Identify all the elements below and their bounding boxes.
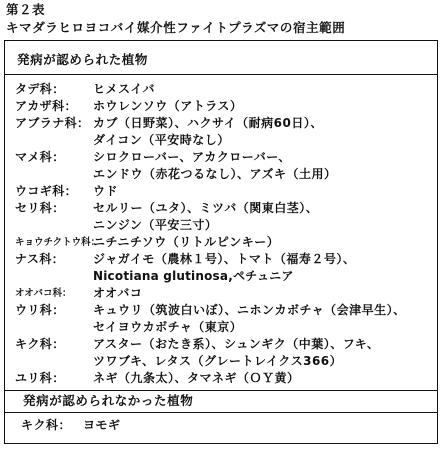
nonhost-family: キク科： xyxy=(21,418,72,432)
plants-cell: エンドウ（赤花つるなし）、アズキ（土用） xyxy=(93,167,337,181)
table-title: キマダラヒロヨコバイ媒介性ファイトプラズマの宿主範囲 xyxy=(6,20,346,35)
plants-cell: ジャガイモ（農林１号）、トマト（福寿２号）、 xyxy=(93,252,356,266)
family-cell: オオバコ科： xyxy=(15,288,72,299)
plants-cell: ネギ（九条太）、タマネギ（ＯＹ黄） xyxy=(93,371,300,385)
plants-cell: Nicotiana glutinosa,ペチュニア xyxy=(93,269,294,283)
plants-cell: ヒメスイバ xyxy=(93,82,156,96)
susceptible-heading: 発病が認められた植物 xyxy=(17,52,149,67)
family-cell: アカザ科： xyxy=(15,99,77,113)
plants-cell: オオバコ xyxy=(93,286,143,300)
section-divider xyxy=(5,390,437,391)
nonhost-plants: ヨモギ xyxy=(83,418,121,432)
plants-cell: ホウレンソウ（アトラス） xyxy=(93,99,243,113)
plants-cell: ニチニチソウ（リトルピンキー） xyxy=(93,235,280,249)
family-cell: ウリ科： xyxy=(15,303,65,317)
plants-cell: シロクローバー、アカクローバー、 xyxy=(93,150,291,164)
family-cell: ウコギ科： xyxy=(15,184,78,198)
family-cell: キョウチクトウ科： xyxy=(15,237,101,248)
family-cell: キク科： xyxy=(15,337,65,351)
plants-cell: セルリー（ユタ）、ミツバ（関東白茎）、 xyxy=(93,201,319,215)
host-range-table xyxy=(4,40,438,444)
family-cell: タデ科： xyxy=(15,82,65,96)
family-cell: セリ科： xyxy=(15,201,65,215)
family-cell: ユリ科： xyxy=(15,371,65,385)
plants-cell: ニンジン（平安三寸） xyxy=(93,218,218,232)
family-cell: ナス科： xyxy=(15,252,65,266)
plants-cell: セイヨウカボチャ（東京） xyxy=(93,320,243,334)
table-caption: 第２表 xyxy=(6,2,46,17)
plants-cell: ダイコン（平安時なし） xyxy=(93,133,230,147)
plants-cell: カブ（日野菜）、ハクサイ（耐病60日）、 xyxy=(93,116,323,130)
heading-divider xyxy=(5,74,437,75)
nonhost-divider xyxy=(5,412,437,413)
nonhost-heading: 発病が認められなかった植物 xyxy=(23,393,194,408)
plants-cell: アスター（おたき系）、シュンギク（中葉）、フキ、 xyxy=(93,337,380,351)
plants-cell: キュウリ（筑波白いぼ）、ニホンカボチャ（会津早生）、 xyxy=(93,303,406,317)
family-cell: アブラナ科： xyxy=(15,116,90,130)
family-cell: マメ科： xyxy=(15,150,65,164)
plants-cell: ツワブキ、レタス（グレートレイクス366） xyxy=(93,354,343,368)
nonhost-row xyxy=(21,418,121,432)
plants-cell: ウド xyxy=(93,184,119,198)
